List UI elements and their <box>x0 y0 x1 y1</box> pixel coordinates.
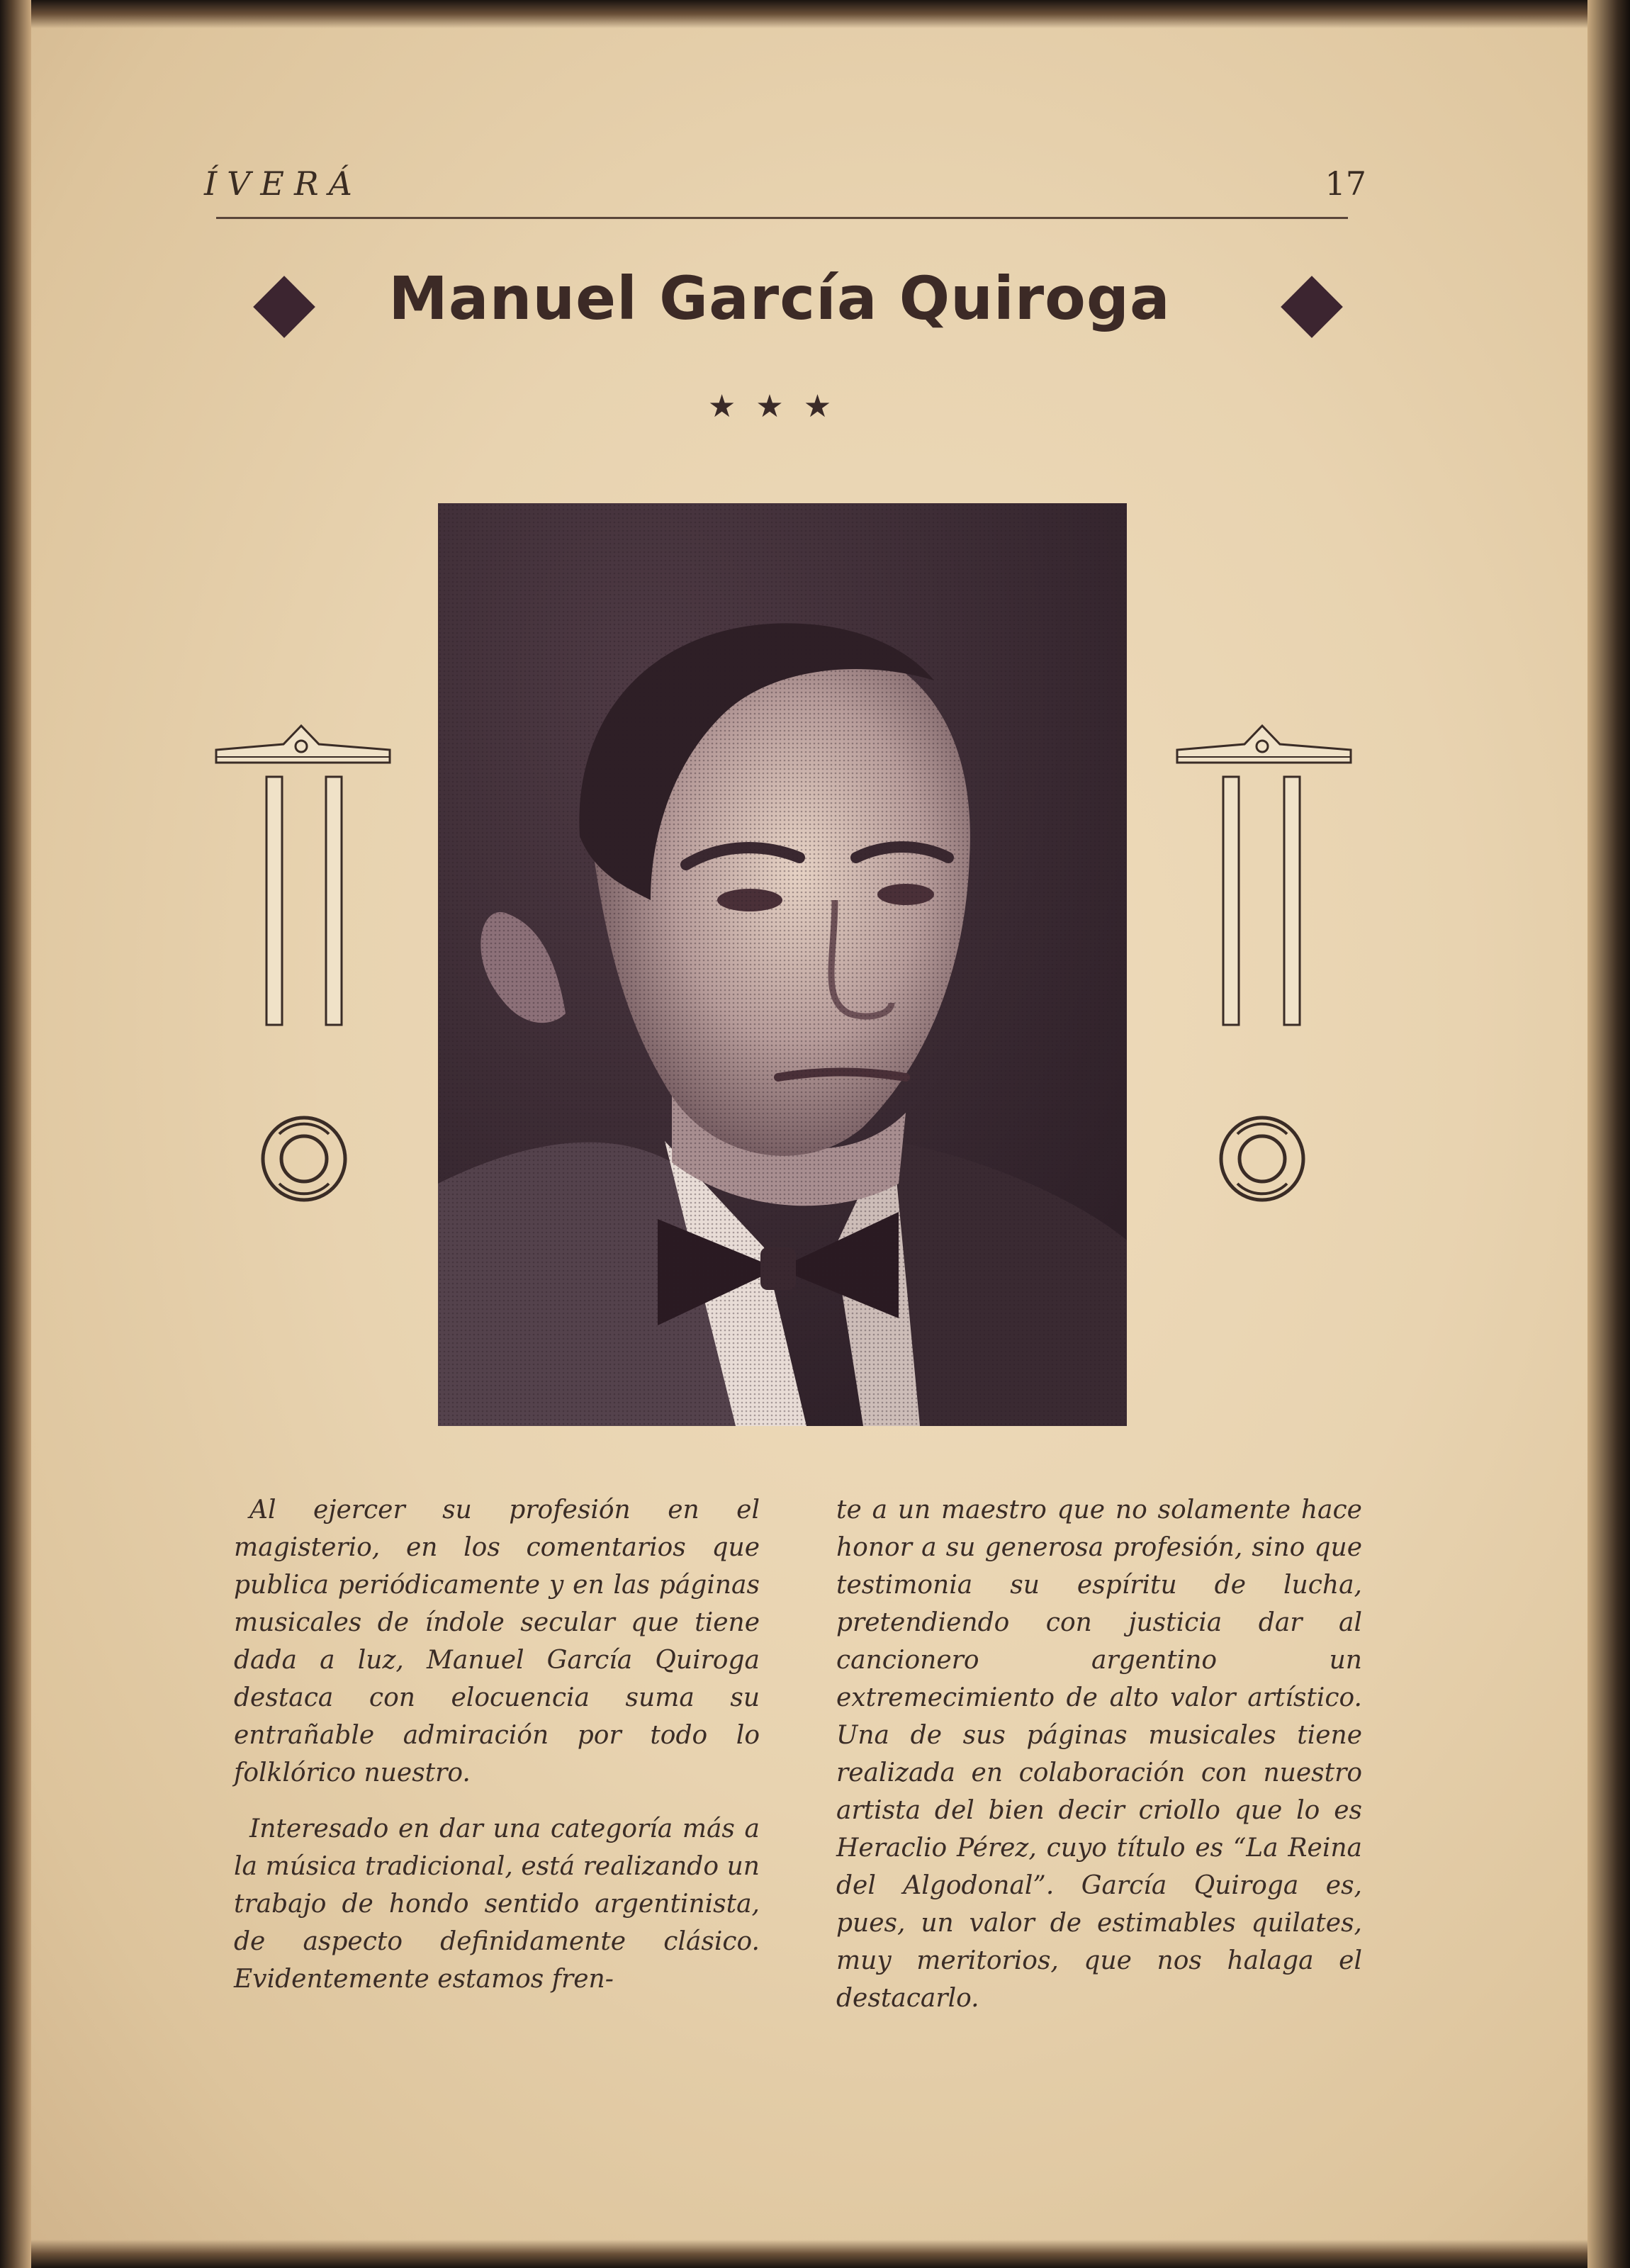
paragraph: te a un maestro que no solamente hace honor a su generosa profesión, sino que testimonia su espíritu de lucha, pretendiendo con justicia dar al cancionero argentino un extremecimiento de alto valor artístico. Una de sus páginas musicales tiene realizada en colaboración con nuestro artista del bien decir criollo que lo es Heraclio Pérez, cuyo título es “La Reina del Algodonal”. García Quiroga es, pues, un valor de estimables quilates, muy meritorios, que nos halaga el destacarlo. <box>836 1495 1362 2013</box>
pillar-ornament-right <box>1174 723 1358 1038</box>
right-column <box>836 1491 1362 2017</box>
stars-divider: ★★★ <box>707 388 852 425</box>
portrait-illustration <box>438 503 1127 1426</box>
article-title: Manuel García Quiroga <box>388 264 1171 333</box>
scan-edge-left <box>0 0 31 2268</box>
ring-ornament-left <box>258 1113 350 1208</box>
article-body <box>234 1491 1362 2017</box>
scan-edge-right <box>1587 0 1630 2268</box>
scan-edge-top <box>0 0 1630 28</box>
running-title: ÍVERÁ <box>204 164 362 203</box>
pillar-ornament-left <box>213 723 397 1038</box>
header-rule <box>216 217 1348 219</box>
scan-edge-bottom <box>0 2240 1630 2268</box>
ring-ornament-right <box>1216 1113 1308 1208</box>
paragraph: Interesado en dar una categoría más a la música tradicional, está realizando un trabajo de hondo sentido argentinista, de aspecto definidamente clásico. Evidentemente estamos fren- <box>234 1814 760 1994</box>
left-column <box>234 1491 760 2017</box>
page-number: 17 <box>1325 164 1366 203</box>
portrait-photo <box>438 503 1127 1426</box>
paragraph: Al ejercer su profesión en el magisterio, en los comentarios que publica periódicamente y en las páginas musicales de índole secular que tiene dada a luz, Manuel García Quiroga destaca con elocuencia suma su entrañable admiración por todo lo folklórico nuestro. <box>234 1495 760 1787</box>
